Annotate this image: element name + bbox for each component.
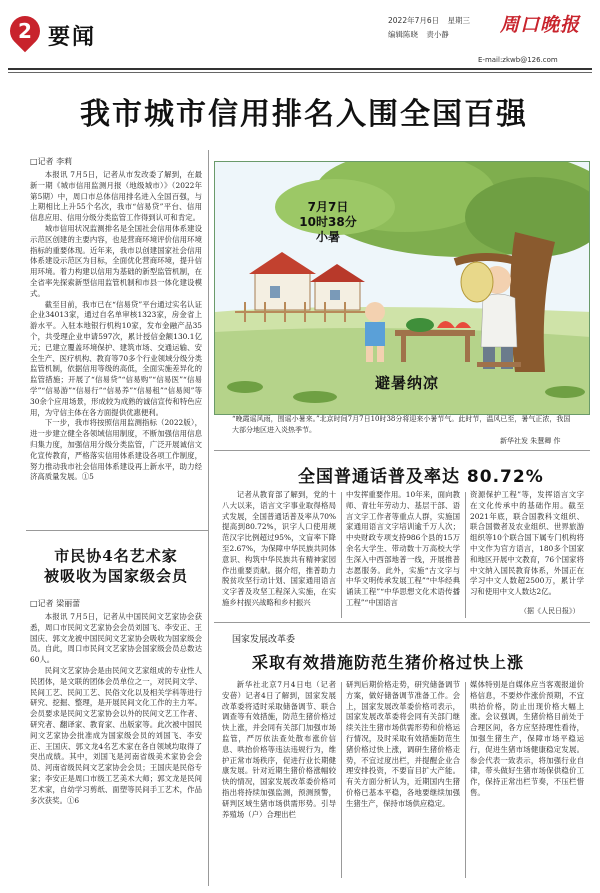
- putonghua-col-3: [470, 490, 584, 606]
- section-divider: [214, 450, 590, 451]
- pork-col-1: [222, 680, 336, 880]
- pork-headline[interactable]: 采取有效措施防范生猪价格过快上涨: [252, 653, 525, 672]
- putonghua-text: 记者从教育部了解到，党的十八大以来，语言文字事业取得格局式发展，全国普通话普及率从70%提高到80.72%，识字人口使用规范汉字比例超过95%，文盲率下降至2.67%，为保障中华民族共同体意识、构筑中华民族共有精神家园作出重要贡献。据介绍，推普助力脱贫攻坚行动计划、国家通用语言文字普及攻坚工程深入实施，在实施乡村振兴战略和乡村振兴: [222, 490, 336, 607]
- pork-col-3: [470, 680, 584, 880]
- illustration-photo[interactable]: [214, 161, 590, 415]
- artists-story-body: [30, 612, 202, 882]
- proofreader: 责小静: [426, 30, 449, 39]
- main-paragraph: 截至目前，我市已在“信易贷”平台通过实名认证企业34013家，通过自名单审核1323家，房金省上游水平。入驻本地银行机构10家，发布金融产品35个，共受理企业申请597次，累计授信金额130.1亿元；已建立覆盖环境保护、建筑市场、交通运输、安全生产、医疗机构、教育等70多个行业领域分级分类监管机制，依据信用等级的高低，全面实施差异化的监管措施；开展了“信易贷”“信易购”“信易医”“信易学”“信易游”“信易行”“信易养”“信易租”“信易阅”等30余个应用场景，形成较为成熟的诚信宣传和特色应用，为守信主体在各方面提供优惠便利。: [30, 299, 202, 417]
- illustration-title: 避暑纳凉: [375, 374, 440, 392]
- putonghua-col-1: [222, 490, 336, 620]
- photo-caption: “晚霞谣风雨，围谣小暑来。”北京时间7月7日10时38分将迎来小暑节气。此时节，温风已至，暑气正浓，我国大部分地区进入炎热季节。: [232, 415, 571, 434]
- main-byline: □记者 李莉: [30, 157, 73, 166]
- section-divider: [214, 622, 590, 623]
- headline-box: [44, 86, 564, 144]
- putonghua-text: 资源保护工程”等，发挥语言文字在文化传承中的基础作用。截至2021年底，联合国教科文组织、联合国微者及农业组织、世界旅游组织等10个联合国下属专门机构将中文作为官方语言，180多个国家和地区开展中文教育，76个国家将中文纳入国民教育体系，外国正在学习中文人数超2500万，累计学习和使用中文人数达2亿。: [470, 490, 584, 597]
- putonghua-headline-text: 全国普通话普及率达: [298, 467, 460, 487]
- solar-term-label: [283, 200, 373, 245]
- main-paragraph: 下一步，我市将按照信用监测指标（2022版），进一步建立健全各领域信用制度，不断加强信用信息归集力度，加强信用分级分类监管，广泛开展诚信文化宣传教育，严格落实信用体系建设各项工作制度，努力推动我市社会信用体系建设再上新水平，助力经济高质量发展。①5: [30, 418, 202, 482]
- page-number: 2: [18, 19, 32, 43]
- photo-credit: 新华社发 朱慧卿 作: [500, 437, 561, 445]
- putonghua-source: （据《人民日报》）: [520, 607, 580, 615]
- solar-term-time: 10时38分: [299, 215, 357, 229]
- contact-email: E-mail:zkwb@126.com: [478, 56, 558, 64]
- main-headline[interactable]: 我市城市信用排名入围全国百强: [80, 97, 528, 132]
- artists-headline[interactable]: [30, 546, 202, 586]
- pork-text: 研判后期价格走势，研究储备调节方案，做好储备调节准备工作。会上，国家发展改革委价格司表示，国家发展改革委将会同有关部门继续关注生猪市场供需形势和价格运行情况，及时采取有效措施防范生猪价格过快上涨，调研生猪价格走势，不宜过度出栏，并提醒企业合理安排投资，不要盲目扩大产能。有关方面分析认为，近期国内生猪价格已基本平稳，各地要继续加强生猪生产，保持市场供应稳定。: [346, 680, 460, 808]
- header-rule: [8, 68, 592, 70]
- editor: 编辑陈晓: [388, 30, 418, 39]
- artists-headline-line2: 被吸收为国家级会员: [43, 567, 188, 585]
- putonghua-col-2: [346, 490, 460, 620]
- issue-meta: [388, 14, 476, 42]
- column-divider: [465, 682, 466, 878]
- masthead: [0, 0, 600, 76]
- solar-term-name: 小暑: [315, 230, 340, 244]
- pork-kicker: 国家发展改革委: [232, 635, 296, 645]
- issue-weekday: 星期三: [447, 16, 471, 25]
- page-number-badge: [10, 16, 40, 52]
- main-story-body: [30, 170, 202, 522]
- pork-text: 新华社北京7月4日电（记者 安蓓）记者4日了解到，国家发展改革委将适时采取储备调节、联合调查等有效措施，防范生猪价格过快上涨，并会同有关部门加强市场监管，严厉依法查处散布涨价信息、哄抬价格等违法违规行为，维护正常市场秩序，促进行业长期健康发展。针对近期生猪价格涨幅较快的情况，国家发展改革委价格司指出将持续加强监测，预测预警，研判区域生猪市场供需形势。引导养殖场（户）合理出栏: [222, 680, 336, 819]
- putonghua-text: 中发挥重要作用。10年来，面向教师、青壮年劳动力、基层干部、语言文字工作者等重点人群，实施国家通用语言文字培训逾千万人次；中央财政专项支持986个县的15万余名大学生、带动数十万高校大学生深入中西部地普一线，开展推普志愿服务。此外，实施“古文字与中华文明传承发展工程”“中华经典诵读工程”“中华思想文化术语传播工程”“中国语言: [346, 490, 460, 607]
- section-name: 要闻: [48, 24, 97, 50]
- header-rule-thin: [8, 72, 592, 73]
- artists-byline: □记者 梁丽蕾: [30, 599, 81, 608]
- solar-term-date: 7月7日: [307, 200, 349, 214]
- vertical-divider: [208, 150, 209, 886]
- artists-headline-line1: 市民协4名艺术家: [54, 547, 178, 565]
- main-paragraph: 本报讯 7月5日，记者从市发改委了解到，在最新一期《城市信用监测月报（地级城市）》（2022年第5期）中，周口市总体信用排名进入全国百强，与上期相比上升55个名次，我市“信易贷”平台、信用信息应用、信用分级分类监管工作得到认可和肯定。: [30, 170, 202, 223]
- issue-date: 2022年7月6日: [388, 16, 440, 25]
- column-divider: [341, 492, 342, 618]
- main-paragraph: 城市信用状况监测排名是全国社会信用体系建设示范区创建的主要内容，也是营商环境评价信用环境指标的重要体现。近年来，我市以创建国家社会信用体系建设示范区为目标，全面优化营商环境，提升信用环境。着力构建以信用为基础的新型监管机制，在全省率先探索新型信用监管机制和市县一体化建设模式。: [30, 223, 202, 298]
- artists-paragraph: 民间文艺家协会是由民间文艺家组成的专业性人民团体，是文联的团体会员单位之一，对民间文学、民间工艺、民间工艺、民俗文化以及相关学科等进行研究、挖掘、整理，是开展民间文化工作的主力军。会员要求是民间文艺家协会以外的民间文艺工作者、研究者、翻译家、教育家、出版家等。此次被中国民间文艺家协会批准成为国家级会员的刘国飞、李安正、王国庆、郭文龙4名艺术家在各自领域均取得了突出成绩。其中，刘国飞是河南省级美术家协会会员、河南省级民间文艺家协会会员；王国庆是民俗专家；李安正是周口市级工艺美术大师；郭文龙是民间艺术家，自幼学习剪纸、面塑等民间手工艺术，作品多次获奖。①6: [30, 665, 202, 805]
- pork-col-2: [346, 680, 460, 880]
- column-divider: [465, 492, 466, 618]
- putonghua-headline[interactable]: [298, 462, 544, 487]
- column-divider: [26, 530, 208, 531]
- artists-paragraph: 本报讯 7月5日，记者从中国民间文艺家协会获悉，周口市民间文艺家协会会员刘国飞、李安正、王国庆、郭文龙被中国民间文艺家协会吸收为国家级会员。自此，周口市民间文艺家协会国家级会员总数达60人。: [30, 612, 202, 665]
- pork-text: 媒体特别是自媒体应当客观报道价格信息，不要炒作涨价预期，不宜哄抬价格，防止出现价格大幅上涨。会议强调，生猪价格目前处于合理区间，各方应坚持理性看待，加强生猪生产，保障市场平稳运行，促进生猪市场健康稳定发展。参会代表一致表示，将加强行业自律，带头做好生猪市场保供稳价工作，保持正常出栏节奏，不压栏惜售。: [470, 680, 584, 797]
- putonghua-headline-value: 80.72%: [466, 467, 544, 487]
- newspaper-logo: 周口晚报: [500, 14, 581, 36]
- column-divider: [341, 682, 342, 878]
